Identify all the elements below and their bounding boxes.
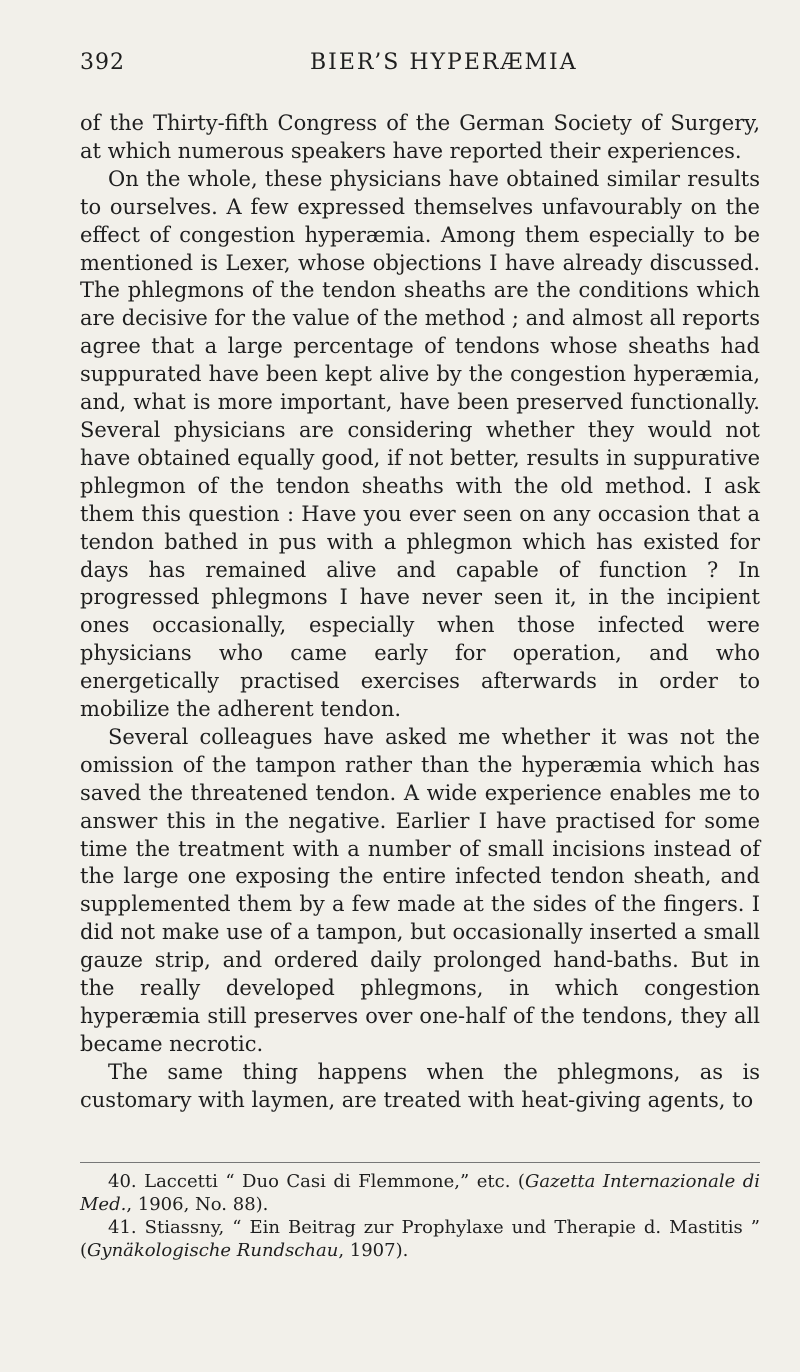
body-text	[80, 110, 760, 1115]
page-number: 392	[80, 50, 125, 75]
footnote-source: Gynäkologische Rundschau	[87, 1240, 339, 1261]
paragraph: The same thing happens when the phlegmons, as is customary with laymen, are treated with heat-giving agents, to	[80, 1059, 760, 1112]
footnote-40	[80, 1170, 760, 1216]
footnotes	[80, 1170, 760, 1262]
footnote-text: 41. Stiassny, “ Ein Beitrag zur Prophylaxe und Therapie d. Mastitis ” (	[80, 1217, 760, 1261]
footnote-rule	[80, 1162, 760, 1163]
footnote-41	[80, 1216, 760, 1262]
footnote-text: 40. Laccetti “ Duo Casi di Flemmone,” etc. (	[108, 1171, 525, 1192]
footnote-source: Gazetta Internazionale di Med.	[80, 1171, 761, 1215]
footnote-text: , 1907).	[338, 1240, 409, 1261]
paragraph: Several colleagues have asked me whether it was not the omission of the tampon rather than the hyperæmia which has saved the threatened tendon. A wide experience enables me to answer this in the negative. Earlier I have practised for some time the treatment with a number of small incisions instead of the large one exposing the entire infected tendon sheath, and supplemented them by a few made at the sides of the fingers. I did not make use of a tampon, but occasionally inserted a small gauze strip, and ordered daily prolonged hand-baths. But in the really developed phlegmons, in which congestion hyperæmia still preserves over one-half of the tendons, they all became necrotic.	[80, 724, 760, 1056]
running-head	[80, 50, 760, 80]
running-title: BIER’S HYPERÆMIA	[310, 50, 578, 75]
footnote-text: , 1906, No. 88).	[126, 1194, 269, 1215]
paragraph-continuation: of the Thirty-fifth Congress of the German Society of Surgery, at which numerous speakers have reported their experiences.	[80, 111, 760, 163]
paragraph: On the whole, these physicians have obtained similar results to ourselves. A few expressed themselves unfavourably on the effect of congestion hyperæmia. Among them especially to be mentioned is Lexer, whose objections I have already discussed. The phlegmons of the tendon sheaths are the conditions which are decisive for the value of the method ; and almost all reports agree that a large percentage of tendons whose sheaths had suppurated have been kept alive by the congestion hyperæmia, and, what is more important, have been preserved functionally. Several physicians are considering whether they would not have obtained equally good, if not better, results in suppurative phlegmon of the tendon sheaths with the old method. I ask them this question : Have you ever seen on any occasion that a tendon bathed in pus with a phlegmon which has existed for days has remained alive and capable of function ? In progressed phlegmons I have never seen it, in the incipient ones occasionally, especially when those infected were physicians who came early for operation, and who energetically practised exercises afterwards in order to mobilize the adherent tendon.	[80, 166, 760, 722]
